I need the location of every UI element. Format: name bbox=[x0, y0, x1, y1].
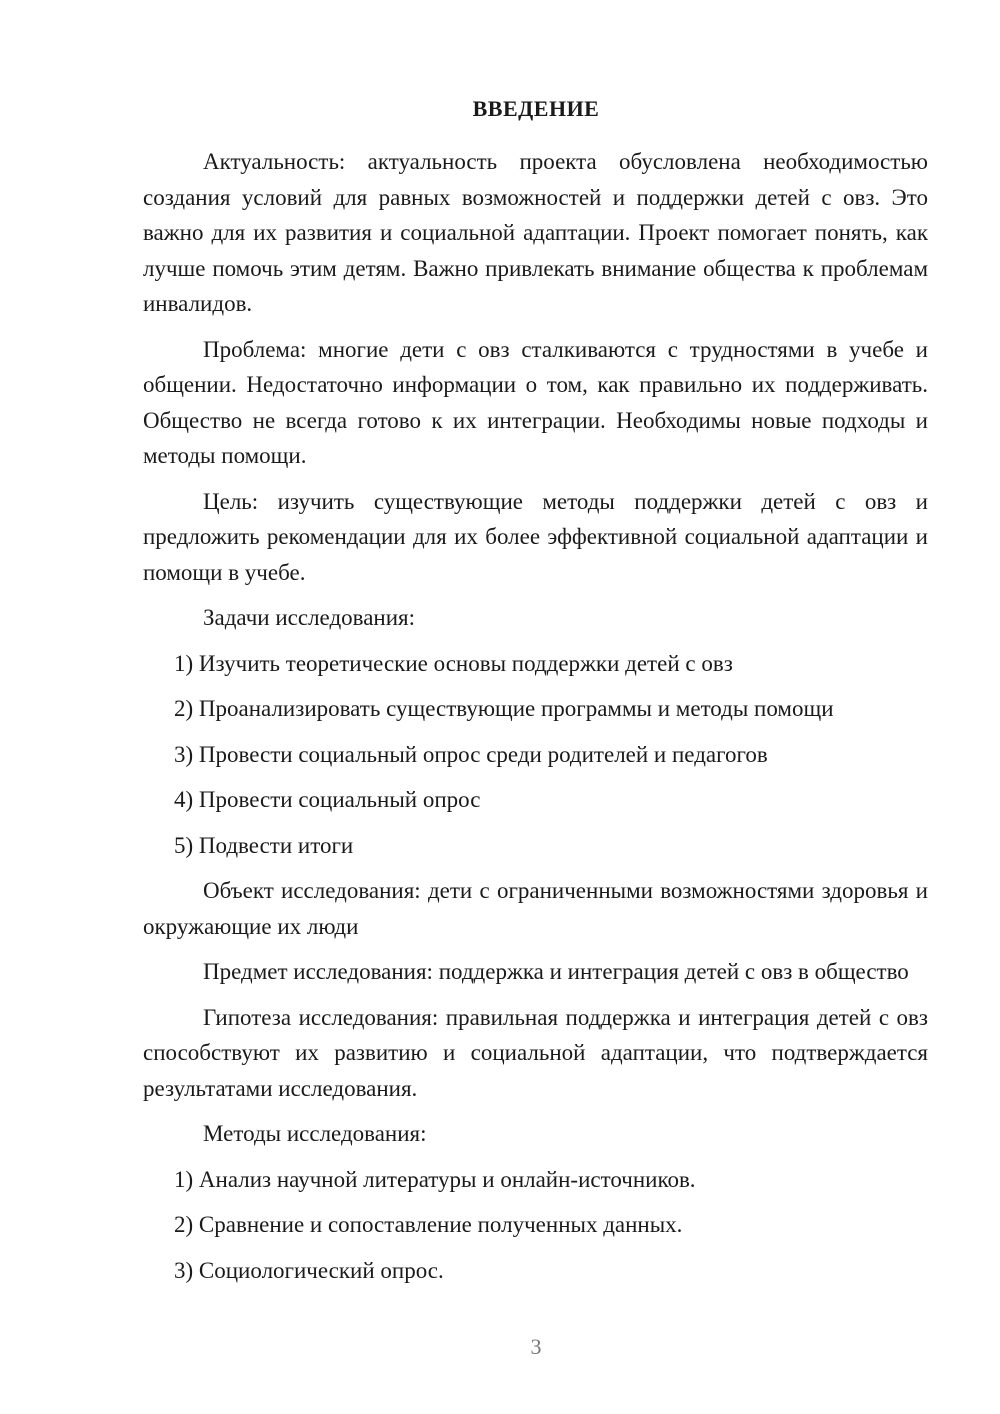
methods-heading: Методы исследования: bbox=[203, 1121, 427, 1146]
list-item: 5) Подвести итоги bbox=[174, 832, 354, 858]
list-item: 2) Сравнение и сопоставление полученных данных. bbox=[174, 1212, 683, 1237]
relevance-paragraph: Актуальность: актуальность проекта обусловлена необходимостью создания условий для равных возможностей и поддержки детей с овз. Это важно для их развития и социальной адаптации. Проект помогает понять, как лучше помочь этим детям. Важно привлекать внимание общества к проблемам инвалидов. bbox=[143, 149, 928, 316]
object-paragraph: Объект исследования: дети с ограниченными возможностями здоровья и окружающие их люди bbox=[143, 878, 928, 939]
problem-paragraph: Проблема: многие дети с овз сталкиваются с трудностями в учебе и общении. Недостаточно информации о том, как правильно их поддерживать. Общество не всегда готово к их интеграции. Необходимы новые подходы и методы помощи. bbox=[143, 336, 928, 468]
list-item: 2) Проанализировать существующие программы и методы помощи bbox=[174, 696, 834, 721]
goal-paragraph: Цель: изучить существующие методы поддержки детей с овз и предложить рекомендации для их более эффективной социальной адаптации и помощи в учебе. bbox=[143, 488, 928, 585]
document-body bbox=[143, 144, 928, 1298]
tasks-heading: Задачи исследования: bbox=[203, 605, 416, 630]
list-item: 1) Анализ научной литературы и онлайн-источников. bbox=[174, 1166, 696, 1192]
hypothesis-paragraph: Гипотеза исследования: правильная поддержка и интеграция детей с овз способствуют их развитию и социальной адаптации, что подтверждается результатами исследования. bbox=[143, 1004, 928, 1101]
page-title: ВВЕДЕНИЕ bbox=[472, 96, 600, 121]
list-item: 1) Изучить теоретические основы поддержки детей с овз bbox=[174, 650, 733, 676]
methods-list bbox=[143, 1162, 928, 1289]
list-item: 3) Социологический опрос. bbox=[174, 1257, 444, 1283]
list-item: 3) Провести социальный опрос среди родителей и педагогов bbox=[174, 741, 768, 767]
tasks-list bbox=[143, 646, 928, 864]
list-item: 4) Провести социальный опрос bbox=[174, 787, 481, 812]
subject-paragraph: Предмет исследования: поддержка и интеграция детей с овз в общество bbox=[203, 959, 909, 984]
page-number: 3 bbox=[530, 1334, 542, 1359]
